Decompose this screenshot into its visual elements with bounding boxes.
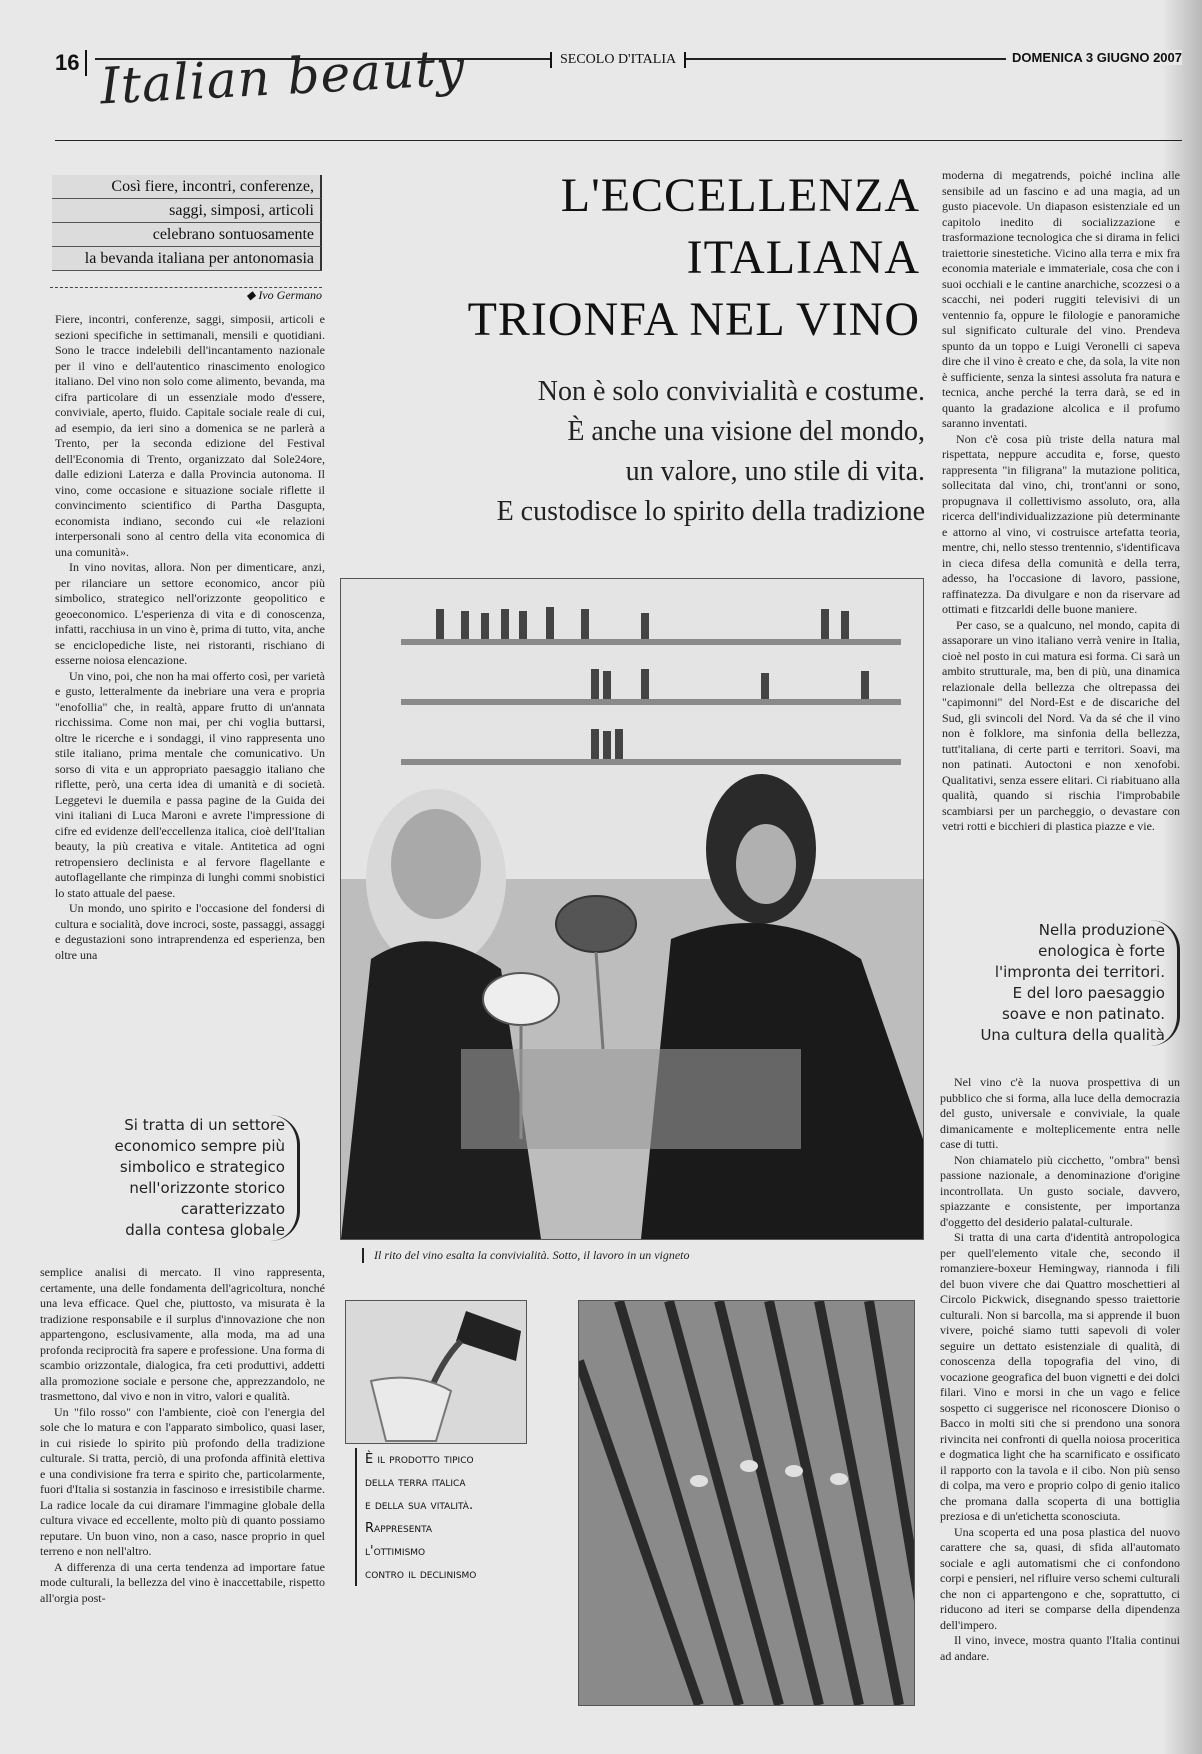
box-quote-line: l'ottimismo [365, 1544, 426, 1559]
pullquote-line: Nella produzione [1038, 921, 1165, 939]
article-column-3-bottom [940, 1075, 1180, 1705]
body-paragraph: In vino novitas, allora. Non per dimenticare, anzi, per rilanciare un settore economico, ancor più simbolico, strategico nell'orizzonte geopolitico e geoeconomico. L'esperienza di vita e di conoscenza, infatti, racchiusa in un vino è, prima di tutto, vita, anche se enciclopediche liste, nei ristoranti, rischiano di esserne noiosa elencazione. [55, 560, 325, 667]
kicker-line: la bevanda italiana per antonomasia [52, 247, 322, 271]
kicker-line: saggi, simposi, articoli [52, 199, 322, 223]
body-paragraph: moderna di megatrends, poiché inclina alle sensibile ad un fascino e ad una magia, ad un gusto piacevole. Un diapason esistenziale ed un capitolo inedito di socializzazione e trasformazione tecnologica che si dirama in felici traiettorie sinestetiche. Vicino alla terra e mix fra economia materiale e immateriale, cosa che con i suoi occhiali e le cantine anarchiche, scozzesi o a scacchi, nei poderi ruggiti televisivi di un ventennio fa, oppure le filologie e panoramiche sul significato culturale del vino. Prendeva spunto da un toppo e Luigi Veronelli ci sapeva dire che il vino è creato e che, da sola, la vite non è sufficiente, senza la sintesi assoluta fra natura e tecnica, anche perché la terra darà, se ed in quanto la gradazione alcolica e il profumo saranno inventati. [942, 168, 1180, 430]
section-rule [55, 140, 1182, 141]
body-paragraph: Il vino, invece, mostra quanto l'Italia continui ad andare. [940, 1633, 1180, 1663]
pullquote-line: E del loro paesaggio [1012, 984, 1165, 1002]
pullquote-line: simbolico e strategico [119, 1158, 285, 1176]
article-column-3-top [942, 168, 1180, 908]
subhead-line: È anche una visione del mondo, [567, 416, 925, 447]
issue-date: DOMENICA 3 GIUGNO 2007 [1006, 50, 1182, 65]
pullquote-line: soave e non patinato. [1001, 1005, 1165, 1023]
byline: ◆ Ivo Germano [50, 287, 322, 303]
pullquote-line: dalla contesa globale [125, 1221, 285, 1239]
body-paragraph: Non chiamatelo più cicchetto, "ombra" bensì passione nazionale, a denominazione d'origine incontrollata. Un gusto sociale, davvero, spiazzante e consistente, per importanza d'oggetto del desiderio palatal-culturale. [940, 1152, 1180, 1229]
box-quote-line: e della sua vitalità. [365, 1498, 474, 1513]
body-paragraph: Fiere, incontri, conferenze, saggi, simposii, articoli e sezioni specifiche in settimanali, mensili e quotidiani. Sono le tracce indelebili dell'incantamento nazionale per il vino e dell'autentico rinascimento enologico italiano. Del vino non solo come alimento, bevanda, ma cifra particolare di un essenziale modo d'essere, conviviale, aperto, fluido. Capitale sociale reale di cui, ad esempio, da ieri sino a domenica se ne parlerà a Trento, per la seconda edizione del Festival dell'Economia di Trento, organizzato dal Sole24ore, dalle edizioni Laterza e dalla Provincia autonoma. Il vino, come occasione e situazione sociale riflette il convincimento scientifico di Partha Dasgupta, economista indiano, secondo cui «le relazioni interpersonali sono al centro della vita economica di una comunità». [55, 312, 325, 559]
vineyard-photo [578, 1300, 915, 1706]
article-column-1-top [55, 312, 325, 1064]
box-quote-line: È il prodotto tipico [365, 1452, 474, 1467]
body-paragraph: Una scoperta ed una posa plastica del nuovo carattere che sa, quasi, di sfida all'automato sociale e agli automatismi che ci confondono corpi e pensieri, nel rifluire verso schemi culturali che non ci appartengono e che, soprattutto, ci riducono ad iteri se comparse della dipendenza dell'impero. [940, 1524, 1180, 1632]
headline-line: L'ECCELLENZA [560, 169, 920, 222]
body-paragraph: Un "filo rosso" con l'ambiente, cioè con l'energia del sole che lo matura e con l'apparato simbolico, quasi laser, in cui risiede lo spirito più profondo della tradizione culturale. Si tratta, perciò, di una profonda affinità elettiva e una condivisione fra terra e spirito che, particolarmente, fuori d'Italia si sostanzia in fascinoso e irresistibile charme. La radice locale da cui diramare l'immagine globale della cultura vivace ed eccellente, molto più di quanto possiamo reputare. Un buon vino, non a caso, nasce proprio in quel terreno e non nell'altro. [40, 1404, 325, 1558]
subheadline [335, 372, 925, 532]
kicker-line: Così fiere, incontri, conferenze, [52, 175, 322, 199]
box-quote-line: contro il declinismo [365, 1567, 477, 1582]
box-quote-line: Rappresenta [365, 1521, 433, 1536]
subhead-line: Non è solo convivialità e costume. [537, 376, 925, 407]
box-quote-line: della terra italica [365, 1475, 466, 1490]
body-paragraph: Un vino, poi, che non ha mai offerto così, per varietà e gusto, letteralmente da inebriare una vera e propria "enofollia" che, in realtà, appare frutto di un'annata ricchissima. Come non mai, per chi voglia buttarsi, oltre le ricerche e i sondaggi, il vino rappresenta uno stile italiano, prima mentale che comunicativo. Un sorso di vita e un appropriato paesaggio italiano che riflette, però, una certa idea di umanità e di società. Leggetevi le duemila e passa pagine de la Guida dei vini italiani di Luca Maroni e avrete l'impressione di cifre ed evidenze dell'eccellenza italica, cioè dell'Italian beauty, la più creativa e vitale. Antitetica ad ogni retropensiero declinista e al fervore flagellante e autoflagellante che rimpinza di lunghi commi snobistici lo stato attuale del paese. [55, 668, 325, 900]
headline [380, 165, 920, 351]
vineyard-image [579, 1301, 914, 1705]
wine-pour-image [346, 1301, 526, 1443]
kicker-line: celebrano sontuosamente [52, 223, 322, 247]
body-paragraph: Si tratta di una carta d'identità antropologica per quell'elemento vitale che, secondo il romanziere-boxeur Hemingway, riannoda i fili del buon vivere che dai Quattro moschettieri al Circolo Pickwick, disegnando spesso traiettorie culturali. Non si barcolla, ma si apprende il buon vivere, poiché siamo tutti sapevoli di voler seguire un dettato esistenziale di qualità, di conoscenza della topografia del vino, di vocazione geografica del buon vignetti e dei dolci filari. Vino e morsi in che un vago e felice sospetto ci suggerisce nel riconoscere Dioniso o Bacco in molti siti che si prendono una sonora rivincita nei confronti di quella noiosa proceritica e dogmatica light che ha scarnificato e ossificato il rapporto con la tavola e il cibo. Non più senso di colpa, ma vero e proprio colpo di genio italico che promana dalla scoperta di una bottiglia preziosa e di un'etichetta sconosciuta. [940, 1230, 1180, 1523]
body-paragraph: Non c'è cosa più triste della natura mal rispettata, neppure accudita e, forse, questo rappresenta "in filigrana" la mutazione politica, sollecitata dal vino, chi, tront'anni or sono, propugnava il collettivismo assoluto, ora, alla ricerca dell'individualizzazione più determinante e attorno al vino, vi costruisce artefatta teoria, mentre, chi, nello stesso trentennio, s'identificava in cieca difesa della comunità e della terra, adesso, ha l'occasione di lavoro, passione, raffinatezza. Da divulgare e non da riservare ad ottimati e fitzcarldi delle buone maniere. [942, 431, 1180, 616]
pullquote-left [70, 1115, 300, 1241]
wine-pour-photo [345, 1300, 527, 1444]
box-quote [355, 1448, 476, 1586]
pullquote-line: nell'orizzonte storico [129, 1179, 285, 1197]
body-paragraph: Nel vino c'è la nuova prospettiva di un pubblico che si forma, alla luce della democrazia del gusto, universale e conviviale, la quale dimanicamente e molteplicemente entra nelle case di tutti. [940, 1075, 1180, 1151]
pullquote-line: l'impronta dei territori. [994, 963, 1165, 981]
author-name: Ivo Germano [258, 288, 322, 302]
pullquote-line: enologica è forte [1038, 942, 1165, 960]
body-paragraph: Un mondo, uno spirito e l'occasione del fondersi di cultura e socialità, dove incroci, soste, passaggi, assaggi e degustazioni sono intraprendenza ed esperienza, ben oltre una [55, 901, 325, 962]
main-photo [340, 578, 924, 1240]
headline-line: ITALIANA [686, 231, 920, 284]
headline-line: TRIONFA NEL VINO [467, 293, 920, 346]
subhead-line: un valore, uno stile di vita. [625, 456, 925, 487]
pullquote-line: Si tratta di un settore [124, 1116, 285, 1134]
pullquote-line: caratterizzato [180, 1200, 285, 1218]
pullquote-line: economico sempre più [114, 1137, 285, 1155]
photo-caption: Il rito del vino esalta la convivialità. Sotto, il lavoro in un vigneto [362, 1248, 690, 1263]
page-number: 16 [55, 50, 87, 76]
pullquote-right [950, 920, 1180, 1046]
subhead-line: E custodisce lo spirito della tradizione [496, 496, 925, 527]
body-paragraph: Per caso, se a qualcuno, nel mondo, capita di assaporare un vino italiano verrà venire in Italia, cioè nel posto in cui matura esi forma. Ci sarà un ambito strutturale, ma, ben di più, una dinamica relazionale della bellezza che oltrepassa dei "capimonni" del Nord-Est e de discariche del Sud, gli svincoli del Nord. Va da sé che il vino non è folklore, ma sinfonia della bellezza, tutt'italiana, di certe parti e territori. Soavi, ma non patinati. Autoctoni e non xenofobi. Qualitativi, senza essere elitari. Ci riabituano alla qualità, quando si rischia l'improbabile scambiarsi per un parcheggio, o devastare con vetri rotti e bicchieri di plastica piazze e vie. [942, 617, 1180, 833]
body-paragraph: A differenza di una certa tendenza ad importare fatue mode culturali, la bellezza del vino è inaccettabile, rispetto all'orgia post- [40, 1559, 325, 1605]
pullquote-line: Una cultura della qualità [980, 1026, 1165, 1044]
wine-toast-photo [341, 579, 923, 1239]
section-title: Italian beauty [98, 38, 467, 116]
kicker [52, 175, 322, 271]
paper-name: SECOLO D'ITALIA [550, 52, 686, 68]
article-column-1-bottom [40, 1265, 325, 1695]
body-paragraph: semplice analisi di mercato. Il vino rappresenta, certamente, una delle fondamenta dell'agricoltura, nonché una leva efficace. Quel che, piuttosto, va misurata è la tradizione responsabile e il surplus d'innovazione che non appartengono, esclusivamente, alla moda, ma ad una profonda reciprocità fra sapere e professione. Una forma di scambio orizzontale, dialogica, fra ceti produttivi, addetti alla promozione sociale e persone che, apprezzandolo, ne trasmettono, dal vivo e non in vitro, valori e qualità. [40, 1265, 325, 1403]
